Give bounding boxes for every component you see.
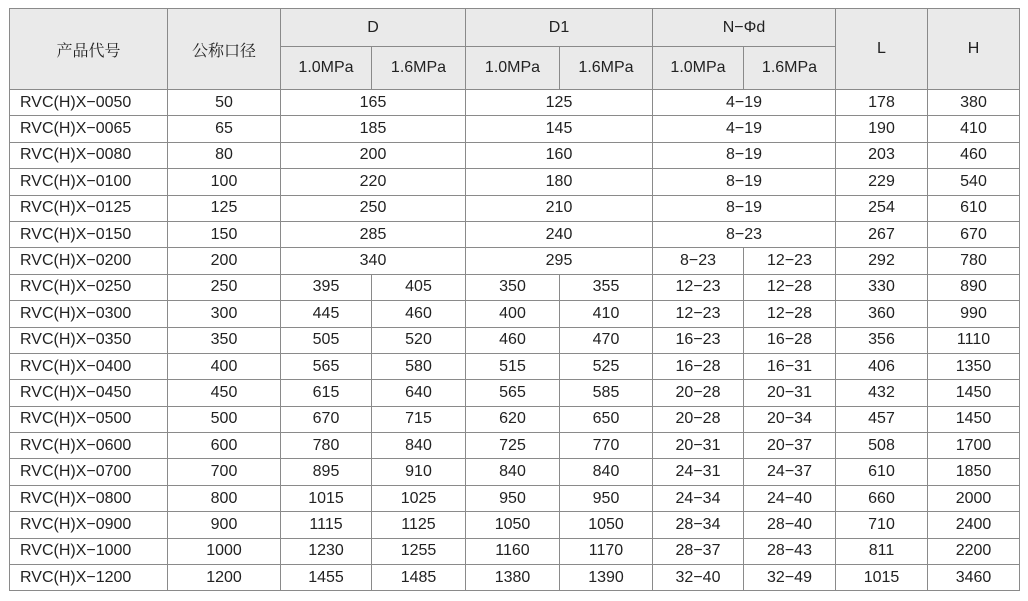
cell-n-phi-d-1-0mpa: 32−40 bbox=[653, 565, 744, 591]
cell-n-phi-d: 8−19 bbox=[653, 142, 836, 168]
cell-nominal-diameter: 250 bbox=[168, 274, 281, 300]
cell-model: RVC(H)X−0450 bbox=[10, 380, 168, 406]
header-n-pressure-1-6: 1.6MPa bbox=[744, 47, 836, 90]
cell-n-phi-d-1-0mpa: 16−28 bbox=[653, 353, 744, 379]
cell-d: 340 bbox=[281, 248, 466, 274]
header-d1: D1 bbox=[466, 9, 653, 47]
cell-n-phi-d-1-0mpa: 20−31 bbox=[653, 433, 744, 459]
cell-d: 285 bbox=[281, 221, 466, 247]
cell-d-1-6mpa: 405 bbox=[372, 274, 466, 300]
cell-model: RVC(H)X−0250 bbox=[10, 274, 168, 300]
cell-model: RVC(H)X−0300 bbox=[10, 301, 168, 327]
cell-d1-1-0mpa: 950 bbox=[466, 485, 560, 511]
table-row bbox=[10, 301, 1020, 327]
cell-model: RVC(H)X−0500 bbox=[10, 406, 168, 432]
cell-l: 811 bbox=[836, 538, 928, 564]
cell-d-1-0mpa: 445 bbox=[281, 301, 372, 327]
cell-d-1-0mpa: 1455 bbox=[281, 565, 372, 591]
cell-d1: 210 bbox=[466, 195, 653, 221]
cell-model: RVC(H)X−0900 bbox=[10, 512, 168, 538]
cell-d1: 240 bbox=[466, 221, 653, 247]
cell-d-1-6mpa: 840 bbox=[372, 433, 466, 459]
cell-model: RVC(H)X−0400 bbox=[10, 353, 168, 379]
cell-d: 185 bbox=[281, 116, 466, 142]
cell-nominal-diameter: 600 bbox=[168, 433, 281, 459]
cell-d-1-0mpa: 1015 bbox=[281, 485, 372, 511]
table-row bbox=[10, 538, 1020, 564]
cell-n-phi-d-1-0mpa: 20−28 bbox=[653, 380, 744, 406]
cell-h: 1110 bbox=[928, 327, 1020, 353]
header-n-phi-d: N−Φd bbox=[653, 9, 836, 47]
spec-table-container bbox=[9, 8, 1020, 591]
cell-d-1-0mpa: 1230 bbox=[281, 538, 372, 564]
cell-h: 670 bbox=[928, 221, 1020, 247]
table-row bbox=[10, 565, 1020, 591]
cell-d1-1-6mpa: 950 bbox=[560, 485, 653, 511]
cell-n-phi-d-1-6mpa: 24−40 bbox=[744, 485, 836, 511]
cell-l: 1015 bbox=[836, 565, 928, 591]
cell-d1-1-0mpa: 725 bbox=[466, 433, 560, 459]
cell-l: 267 bbox=[836, 221, 928, 247]
cell-h: 1450 bbox=[928, 380, 1020, 406]
cell-n-phi-d-1-6mpa: 28−40 bbox=[744, 512, 836, 538]
cell-h: 380 bbox=[928, 90, 1020, 116]
cell-h: 2000 bbox=[928, 485, 1020, 511]
header-d-pressure-1-6: 1.6MPa bbox=[372, 47, 466, 90]
cell-l: 406 bbox=[836, 353, 928, 379]
cell-d-1-6mpa: 715 bbox=[372, 406, 466, 432]
cell-l: 178 bbox=[836, 90, 928, 116]
cell-d-1-0mpa: 1115 bbox=[281, 512, 372, 538]
cell-d1-1-0mpa: 840 bbox=[466, 459, 560, 485]
cell-n-phi-d-1-0mpa: 24−34 bbox=[653, 485, 744, 511]
table-row bbox=[10, 380, 1020, 406]
cell-n-phi-d-1-0mpa: 28−34 bbox=[653, 512, 744, 538]
cell-d-1-0mpa: 505 bbox=[281, 327, 372, 353]
header-n-pressure-1-0: 1.0MPa bbox=[653, 47, 744, 90]
cell-n-phi-d-1-6mpa: 24−37 bbox=[744, 459, 836, 485]
cell-n-phi-d-1-0mpa: 12−23 bbox=[653, 274, 744, 300]
cell-d: 250 bbox=[281, 195, 466, 221]
cell-n-phi-d-1-0mpa: 16−23 bbox=[653, 327, 744, 353]
cell-d-1-6mpa: 520 bbox=[372, 327, 466, 353]
header-d-pressure-1-0: 1.0MPa bbox=[281, 47, 372, 90]
cell-l: 508 bbox=[836, 433, 928, 459]
cell-d1-1-0mpa: 620 bbox=[466, 406, 560, 432]
cell-l: 203 bbox=[836, 142, 928, 168]
table-row bbox=[10, 485, 1020, 511]
cell-n-phi-d-1-6mpa: 12−23 bbox=[744, 248, 836, 274]
cell-h: 540 bbox=[928, 169, 1020, 195]
table-row bbox=[10, 116, 1020, 142]
cell-n-phi-d: 4−19 bbox=[653, 116, 836, 142]
cell-d-1-0mpa: 395 bbox=[281, 274, 372, 300]
cell-n-phi-d-1-6mpa: 28−43 bbox=[744, 538, 836, 564]
cell-nominal-diameter: 450 bbox=[168, 380, 281, 406]
cell-n-phi-d-1-6mpa: 20−31 bbox=[744, 380, 836, 406]
cell-d-1-6mpa: 1485 bbox=[372, 565, 466, 591]
cell-d-1-0mpa: 615 bbox=[281, 380, 372, 406]
cell-d1-1-6mpa: 470 bbox=[560, 327, 653, 353]
cell-d1-1-0mpa: 1160 bbox=[466, 538, 560, 564]
cell-nominal-diameter: 350 bbox=[168, 327, 281, 353]
cell-d1-1-6mpa: 410 bbox=[560, 301, 653, 327]
cell-n-phi-d: 4−19 bbox=[653, 90, 836, 116]
cell-n-phi-d-1-6mpa: 32−49 bbox=[744, 565, 836, 591]
table-row bbox=[10, 353, 1020, 379]
cell-h: 990 bbox=[928, 301, 1020, 327]
cell-h: 890 bbox=[928, 274, 1020, 300]
cell-h: 1850 bbox=[928, 459, 1020, 485]
header-model: 产品代号 bbox=[10, 9, 168, 90]
cell-model: RVC(H)X−0065 bbox=[10, 116, 168, 142]
header-l: L bbox=[836, 9, 928, 90]
cell-h: 1700 bbox=[928, 433, 1020, 459]
cell-nominal-diameter: 700 bbox=[168, 459, 281, 485]
cell-model: RVC(H)X−0700 bbox=[10, 459, 168, 485]
valve-dimension-table bbox=[9, 8, 1020, 591]
table-row bbox=[10, 406, 1020, 432]
cell-d-1-0mpa: 565 bbox=[281, 353, 372, 379]
cell-n-phi-d-1-0mpa: 12−23 bbox=[653, 301, 744, 327]
cell-d1: 145 bbox=[466, 116, 653, 142]
cell-h: 780 bbox=[928, 248, 1020, 274]
cell-nominal-diameter: 1000 bbox=[168, 538, 281, 564]
table-row bbox=[10, 195, 1020, 221]
cell-l: 610 bbox=[836, 459, 928, 485]
cell-model: RVC(H)X−0050 bbox=[10, 90, 168, 116]
table-row bbox=[10, 221, 1020, 247]
cell-d1: 125 bbox=[466, 90, 653, 116]
cell-n-phi-d: 8−19 bbox=[653, 195, 836, 221]
cell-d1: 295 bbox=[466, 248, 653, 274]
cell-model: RVC(H)X−0150 bbox=[10, 221, 168, 247]
cell-d1-1-6mpa: 1050 bbox=[560, 512, 653, 538]
cell-h: 610 bbox=[928, 195, 1020, 221]
cell-d1-1-0mpa: 1050 bbox=[466, 512, 560, 538]
cell-d-1-6mpa: 1125 bbox=[372, 512, 466, 538]
cell-d1-1-6mpa: 840 bbox=[560, 459, 653, 485]
cell-d-1-0mpa: 780 bbox=[281, 433, 372, 459]
cell-model: RVC(H)X−1200 bbox=[10, 565, 168, 591]
cell-l: 660 bbox=[836, 485, 928, 511]
cell-l: 356 bbox=[836, 327, 928, 353]
cell-d-1-0mpa: 670 bbox=[281, 406, 372, 432]
cell-nominal-diameter: 65 bbox=[168, 116, 281, 142]
cell-d-1-0mpa: 895 bbox=[281, 459, 372, 485]
cell-h: 460 bbox=[928, 142, 1020, 168]
cell-nominal-diameter: 800 bbox=[168, 485, 281, 511]
cell-d1-1-6mpa: 1170 bbox=[560, 538, 653, 564]
table-row bbox=[10, 248, 1020, 274]
cell-l: 229 bbox=[836, 169, 928, 195]
cell-d1-1-6mpa: 770 bbox=[560, 433, 653, 459]
cell-h: 1350 bbox=[928, 353, 1020, 379]
cell-d1-1-0mpa: 565 bbox=[466, 380, 560, 406]
header-d1-pressure-1-0: 1.0MPa bbox=[466, 47, 560, 90]
table-body bbox=[10, 90, 1020, 591]
cell-model: RVC(H)X−0800 bbox=[10, 485, 168, 511]
cell-h: 1450 bbox=[928, 406, 1020, 432]
cell-nominal-diameter: 1200 bbox=[168, 565, 281, 591]
cell-d-1-6mpa: 1025 bbox=[372, 485, 466, 511]
table-row bbox=[10, 169, 1020, 195]
cell-d1-1-0mpa: 515 bbox=[466, 353, 560, 379]
table-row bbox=[10, 512, 1020, 538]
cell-d1: 180 bbox=[466, 169, 653, 195]
cell-h: 2400 bbox=[928, 512, 1020, 538]
cell-n-phi-d-1-6mpa: 12−28 bbox=[744, 301, 836, 327]
table-row bbox=[10, 459, 1020, 485]
cell-n-phi-d-1-6mpa: 12−28 bbox=[744, 274, 836, 300]
cell-d: 165 bbox=[281, 90, 466, 116]
cell-d-1-6mpa: 910 bbox=[372, 459, 466, 485]
cell-n-phi-d-1-0mpa: 20−28 bbox=[653, 406, 744, 432]
cell-d: 220 bbox=[281, 169, 466, 195]
cell-model: RVC(H)X−0200 bbox=[10, 248, 168, 274]
cell-nominal-diameter: 900 bbox=[168, 512, 281, 538]
cell-d1-1-0mpa: 460 bbox=[466, 327, 560, 353]
cell-h: 2200 bbox=[928, 538, 1020, 564]
cell-n-phi-d: 8−19 bbox=[653, 169, 836, 195]
cell-l: 432 bbox=[836, 380, 928, 406]
cell-n-phi-d-1-0mpa: 8−23 bbox=[653, 248, 744, 274]
cell-d: 200 bbox=[281, 142, 466, 168]
cell-nominal-diameter: 300 bbox=[168, 301, 281, 327]
cell-d1-1-6mpa: 650 bbox=[560, 406, 653, 432]
table-row bbox=[10, 433, 1020, 459]
cell-l: 292 bbox=[836, 248, 928, 274]
cell-h: 410 bbox=[928, 116, 1020, 142]
cell-model: RVC(H)X−0600 bbox=[10, 433, 168, 459]
header-d1-pressure-1-6: 1.6MPa bbox=[560, 47, 653, 90]
table-row bbox=[10, 327, 1020, 353]
cell-nominal-diameter: 50 bbox=[168, 90, 281, 116]
cell-l: 457 bbox=[836, 406, 928, 432]
header-d: D bbox=[281, 9, 466, 47]
cell-nominal-diameter: 400 bbox=[168, 353, 281, 379]
table-row bbox=[10, 90, 1020, 116]
cell-model: RVC(H)X−0125 bbox=[10, 195, 168, 221]
cell-d-1-6mpa: 640 bbox=[372, 380, 466, 406]
cell-n-phi-d-1-0mpa: 24−31 bbox=[653, 459, 744, 485]
cell-n-phi-d-1-6mpa: 16−31 bbox=[744, 353, 836, 379]
cell-nominal-diameter: 150 bbox=[168, 221, 281, 247]
cell-l: 254 bbox=[836, 195, 928, 221]
cell-n-phi-d-1-6mpa: 20−34 bbox=[744, 406, 836, 432]
cell-d1: 160 bbox=[466, 142, 653, 168]
header-nominal-diameter: 公称口径 bbox=[168, 9, 281, 90]
cell-d1-1-6mpa: 1390 bbox=[560, 565, 653, 591]
table-header bbox=[10, 9, 1020, 90]
table-row bbox=[10, 142, 1020, 168]
cell-n-phi-d: 8−23 bbox=[653, 221, 836, 247]
cell-l: 710 bbox=[836, 512, 928, 538]
cell-d1-1-0mpa: 350 bbox=[466, 274, 560, 300]
cell-d1-1-0mpa: 400 bbox=[466, 301, 560, 327]
cell-d-1-6mpa: 580 bbox=[372, 353, 466, 379]
cell-d-1-6mpa: 1255 bbox=[372, 538, 466, 564]
cell-l: 330 bbox=[836, 274, 928, 300]
cell-model: RVC(H)X−0100 bbox=[10, 169, 168, 195]
cell-d1-1-6mpa: 585 bbox=[560, 380, 653, 406]
cell-d1-1-0mpa: 1380 bbox=[466, 565, 560, 591]
cell-model: RVC(H)X−0350 bbox=[10, 327, 168, 353]
cell-nominal-diameter: 80 bbox=[168, 142, 281, 168]
cell-l: 190 bbox=[836, 116, 928, 142]
cell-n-phi-d-1-6mpa: 16−28 bbox=[744, 327, 836, 353]
cell-nominal-diameter: 125 bbox=[168, 195, 281, 221]
cell-d1-1-6mpa: 525 bbox=[560, 353, 653, 379]
cell-nominal-diameter: 500 bbox=[168, 406, 281, 432]
header-h: H bbox=[928, 9, 1020, 90]
cell-n-phi-d-1-0mpa: 28−37 bbox=[653, 538, 744, 564]
cell-model: RVC(H)X−1000 bbox=[10, 538, 168, 564]
cell-l: 360 bbox=[836, 301, 928, 327]
cell-h: 3460 bbox=[928, 565, 1020, 591]
cell-n-phi-d-1-6mpa: 20−37 bbox=[744, 433, 836, 459]
cell-nominal-diameter: 200 bbox=[168, 248, 281, 274]
cell-d-1-6mpa: 460 bbox=[372, 301, 466, 327]
table-row bbox=[10, 274, 1020, 300]
cell-d1-1-6mpa: 355 bbox=[560, 274, 653, 300]
cell-nominal-diameter: 100 bbox=[168, 169, 281, 195]
cell-model: RVC(H)X−0080 bbox=[10, 142, 168, 168]
